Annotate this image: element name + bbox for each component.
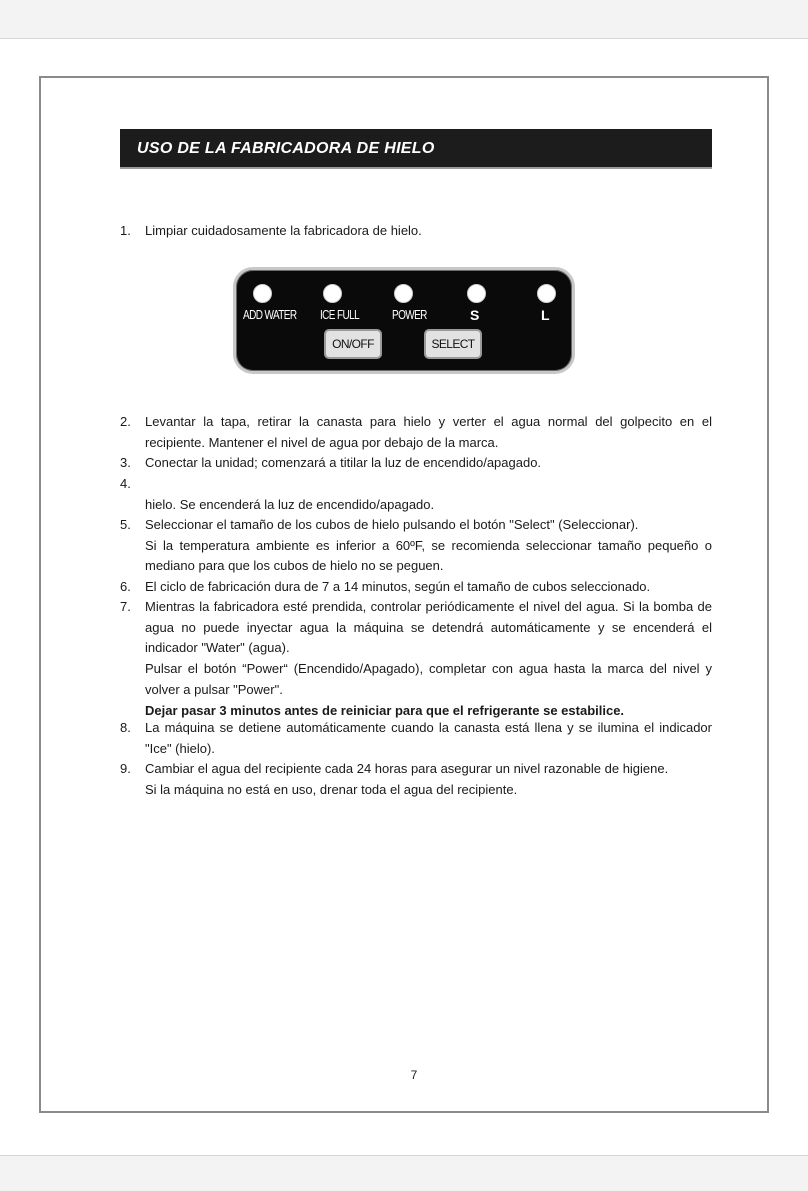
step-number: 4. (120, 476, 131, 491)
step-number: 1. (120, 223, 131, 238)
step-text: mediano para que los cubos de hielo no se peguen. (145, 558, 444, 574)
step-text: Cambiar el agua del recipiente cada 24 horas para asegurar un nivel razonable de higiene. (145, 761, 669, 776)
step-text: Mientras la fabricadora esté prendida, controlar periódicamente el nivel del agua. Si la bomba de (145, 599, 712, 614)
step-text: volver a pulsar "Power". (145, 681, 283, 697)
add-water-led-icon (253, 284, 272, 303)
step-number: 7. (120, 599, 131, 614)
step-text: Si la máquina no está en uso, drenar toda el agua del recipiente. (145, 781, 518, 797)
step-8 (120, 718, 712, 759)
step-text: Limpiar cuidadosamente la fabricadora de hielo. (145, 223, 422, 238)
step-text: Seleccionar el tamaño de los cubos de hielo pulsando el botón "Select" (Seleccionar). (145, 517, 639, 532)
small-size-label: S (470, 307, 480, 323)
section-title-bar (120, 129, 712, 169)
on-off-button[interactable]: ON/OFF (324, 329, 382, 359)
add-water-label: ADD WATER (243, 309, 297, 323)
section-title: USO DE LA FABRICADORA DE HIELO (137, 140, 435, 157)
step-number: 2. (120, 414, 131, 429)
step-9 (120, 759, 712, 800)
step-text: Si la temperatura ambiente es inferior a 60ºF, se recomienda seleccionar tamaño pequeño o (145, 537, 712, 553)
step-text: indicador "Water" (agua). (145, 640, 290, 656)
step-6 (120, 577, 712, 598)
step-number: 3. (120, 455, 131, 470)
step-warning-text: Dejar pasar 3 minutos antes de reiniciar para que el refrigerante se estabilice. (145, 702, 625, 718)
select-button[interactable]: SELECT (424, 329, 482, 359)
power-label: POWER (392, 309, 427, 323)
step-text: "Ice" (hielo). (145, 740, 215, 756)
step-number: 9. (120, 761, 131, 776)
ice-full-led-icon (323, 284, 342, 303)
step-text: La máquina se detiene automáticamente cuando la canasta está llena y se ilumina el indicador (145, 720, 712, 735)
step-text: Conectar la unidad; comenzará a titilar la luz de encendido/apagado. (145, 455, 542, 470)
small-size-led-icon (467, 284, 486, 303)
step-text: El ciclo de fabricación dura de 7 a 14 minutos, según el tamaño de cubos seleccionado. (145, 579, 651, 594)
step-text: recipiente. Mantener el nivel de agua por debajo de la marca. (145, 434, 499, 450)
step-4 (120, 474, 712, 515)
step-text (145, 474, 712, 495)
large-size-label: L (541, 307, 550, 323)
step-3 (120, 453, 712, 474)
page-number: 7 (410, 1068, 418, 1082)
step-7 (120, 597, 712, 721)
large-size-led-icon (537, 284, 556, 303)
step-number: 6. (120, 579, 131, 594)
ice-full-label: ICE FULL (320, 309, 360, 323)
control-panel (233, 267, 575, 374)
step-2 (120, 412, 712, 453)
step-number: 5. (120, 517, 131, 532)
step-5 (120, 515, 712, 577)
step-text: agua no puede inyectar agua la máquina se detendrá automáticamente y se encenderá el (145, 619, 712, 635)
step-text: hielo. Se encenderá la luz de encendido/apagado. (145, 496, 435, 512)
power-led-icon (394, 284, 413, 303)
step-number: 8. (120, 720, 131, 735)
step-text: Pulsar el botón “Power“ (Encendido/Apagado), completar con agua hasta la marca del nivel y (145, 661, 712, 677)
step-1 (120, 221, 712, 242)
step-text: Levantar la tapa, retirar la canasta para hielo y verter el agua normal del golpecito en el (145, 414, 712, 429)
